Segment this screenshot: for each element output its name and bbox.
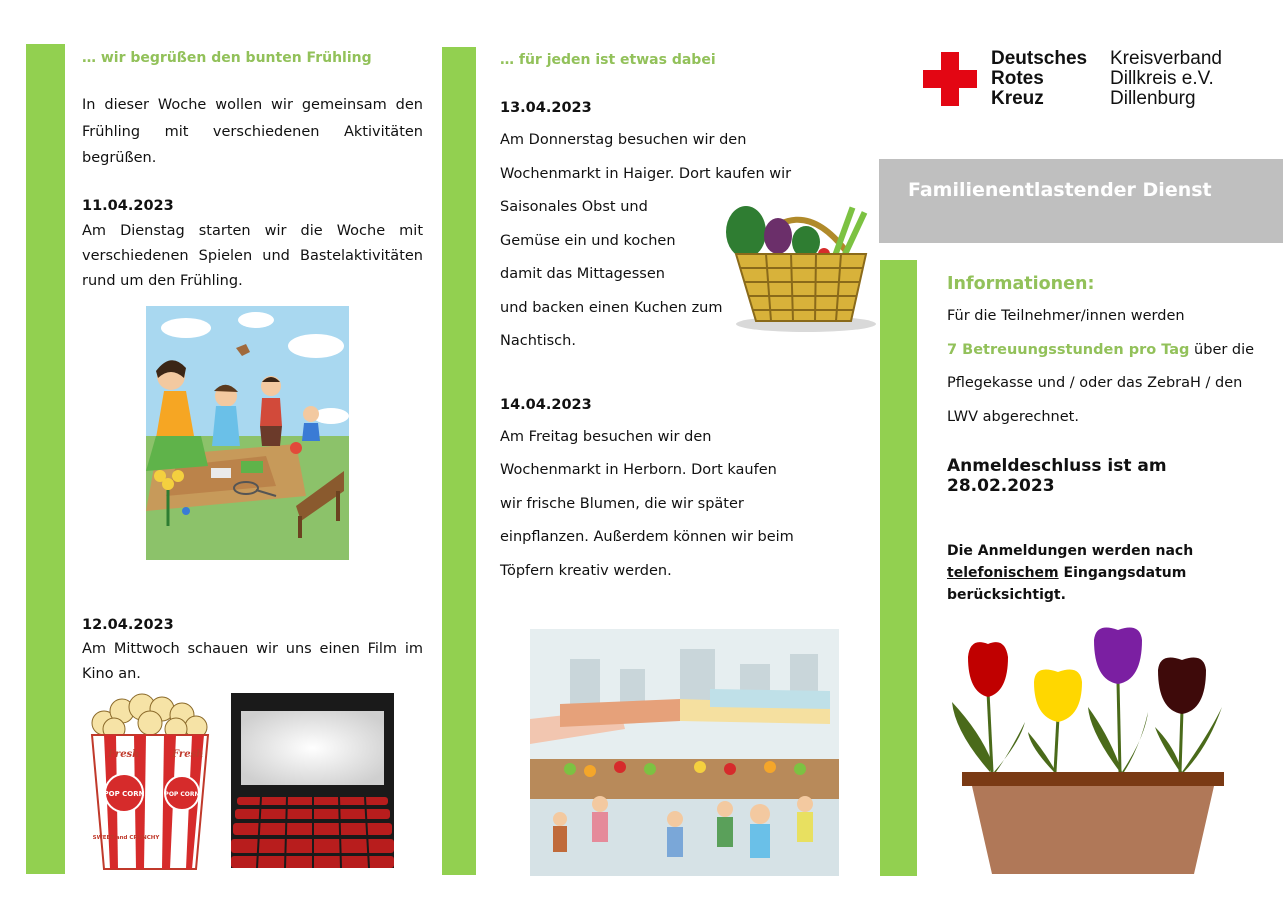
red-cross-logo <box>923 52 977 106</box>
popcorn-fresh-right: Fresh <box>172 749 204 760</box>
day3-line: und backen einen Kuchen zum <box>500 299 723 316</box>
note-line-1: Die Anmeldungen werden nach <box>947 543 1194 559</box>
day4-line: Wochenmarkt in Herborn. Dort kaufen <box>500 462 777 478</box>
day2-text: Am Mittwoch schauen wir uns einen Film im Kino an. <box>82 641 423 682</box>
org-subname <box>1110 49 1222 109</box>
info-line-2 <box>947 334 1277 368</box>
org-line-1: Deutsches <box>991 48 1088 69</box>
column-middle-heading: … für jeden ist etwas dabei <box>500 52 716 68</box>
day3-line: Saisonales Obst und <box>500 199 648 215</box>
org-line-2: Rotes <box>991 68 1044 89</box>
sub-line-1: Kreisverband <box>1110 48 1222 69</box>
popcorn-label-right: POP CORN <box>164 791 200 798</box>
info-line-3: Pflegekasse und / oder das ZebraH / den <box>947 375 1243 391</box>
sub-line-3: Dillenburg <box>1110 88 1196 109</box>
note-line-3: berücksichtigt. <box>947 587 1066 603</box>
info-line-4: LWV abgerechnet. <box>947 408 1079 425</box>
day4-text <box>500 421 830 589</box>
picnic-illustration <box>146 306 349 560</box>
date-1404: 14.04.2023 <box>500 396 592 413</box>
day4-line: wir frische Blumen, die wir später <box>500 495 744 512</box>
intro-text: In dieser Woche wollen wir gemeinsam den Frühling mit verschiedenen Aktivitäten begrüßen. <box>82 97 423 166</box>
registration-deadline: Anmeldeschluss ist am 28.02.2023 <box>947 456 1167 496</box>
popcorn-fresh-left: Fresh <box>108 749 140 760</box>
day1-text: Am Dienstag starten wir die Woche mit verschiedenen Spielen und Bastelaktivitäten rund um den Frühling. <box>82 222 423 289</box>
note-underlined: telefonischem <box>947 565 1059 581</box>
green-bar-middle <box>442 47 476 875</box>
market-illustration <box>530 629 839 876</box>
note-line-2-rest: Eingangsdatum <box>1058 565 1187 581</box>
tulip-planter-illustration <box>950 622 1230 874</box>
org-line-3: Kreuz <box>991 88 1044 109</box>
cinema-illustration <box>231 693 394 868</box>
day4-line: Am Freitag besuchen wir den <box>500 428 712 445</box>
green-bar-left <box>26 44 65 874</box>
org-name <box>991 49 1087 109</box>
popcorn-illustration <box>84 693 214 876</box>
date-1304: 13.04.2023 <box>500 100 592 116</box>
info-block <box>947 274 1277 606</box>
day3-line: Gemüse ein und kochen <box>500 232 676 249</box>
day3-line: Nachtisch. <box>500 333 576 349</box>
service-banner <box>879 159 1283 243</box>
vegetable-basket-illustration <box>716 196 878 336</box>
green-bar-right <box>880 260 917 876</box>
day3-line: damit das Mittagessen <box>500 266 665 282</box>
column-left <box>82 50 423 294</box>
day3-line: Wochenmarkt in Haiger. Dort kaufen wir <box>500 165 792 182</box>
info-text <box>947 300 1277 434</box>
service-title: Familienentlastender Dienst <box>908 179 1212 201</box>
day3-line: Am Donnerstag besuchen wir den <box>500 132 747 148</box>
note-line-2 <box>947 562 1277 584</box>
popcorn-label-left: POP CORN <box>103 790 145 798</box>
day4-line: Töpfern kreativ werden. <box>500 562 672 579</box>
date-1104: 11.04.2023 <box>82 197 174 214</box>
date-1204: 12.04.2023 <box>82 617 174 633</box>
column-left-heading: … wir begrüßen den bunten Frühling <box>82 50 372 66</box>
column-left-lower <box>82 617 423 687</box>
info-title: Informationen: <box>947 274 1095 294</box>
info-line-1: Für die Teilnehmer/innen werden <box>947 308 1185 324</box>
registration-note <box>947 540 1277 606</box>
info-line-2-rest: über die <box>1189 341 1255 358</box>
sub-line-2: Dillkreis e.V. <box>1110 68 1214 89</box>
info-highlight: 7 Betreuungsstunden pro Tag <box>947 341 1190 358</box>
popcorn-tagline: SWEET and CRUNCHY <box>92 835 160 841</box>
day4-line: einpflanzen. Außerdem können wir beim <box>500 529 794 545</box>
